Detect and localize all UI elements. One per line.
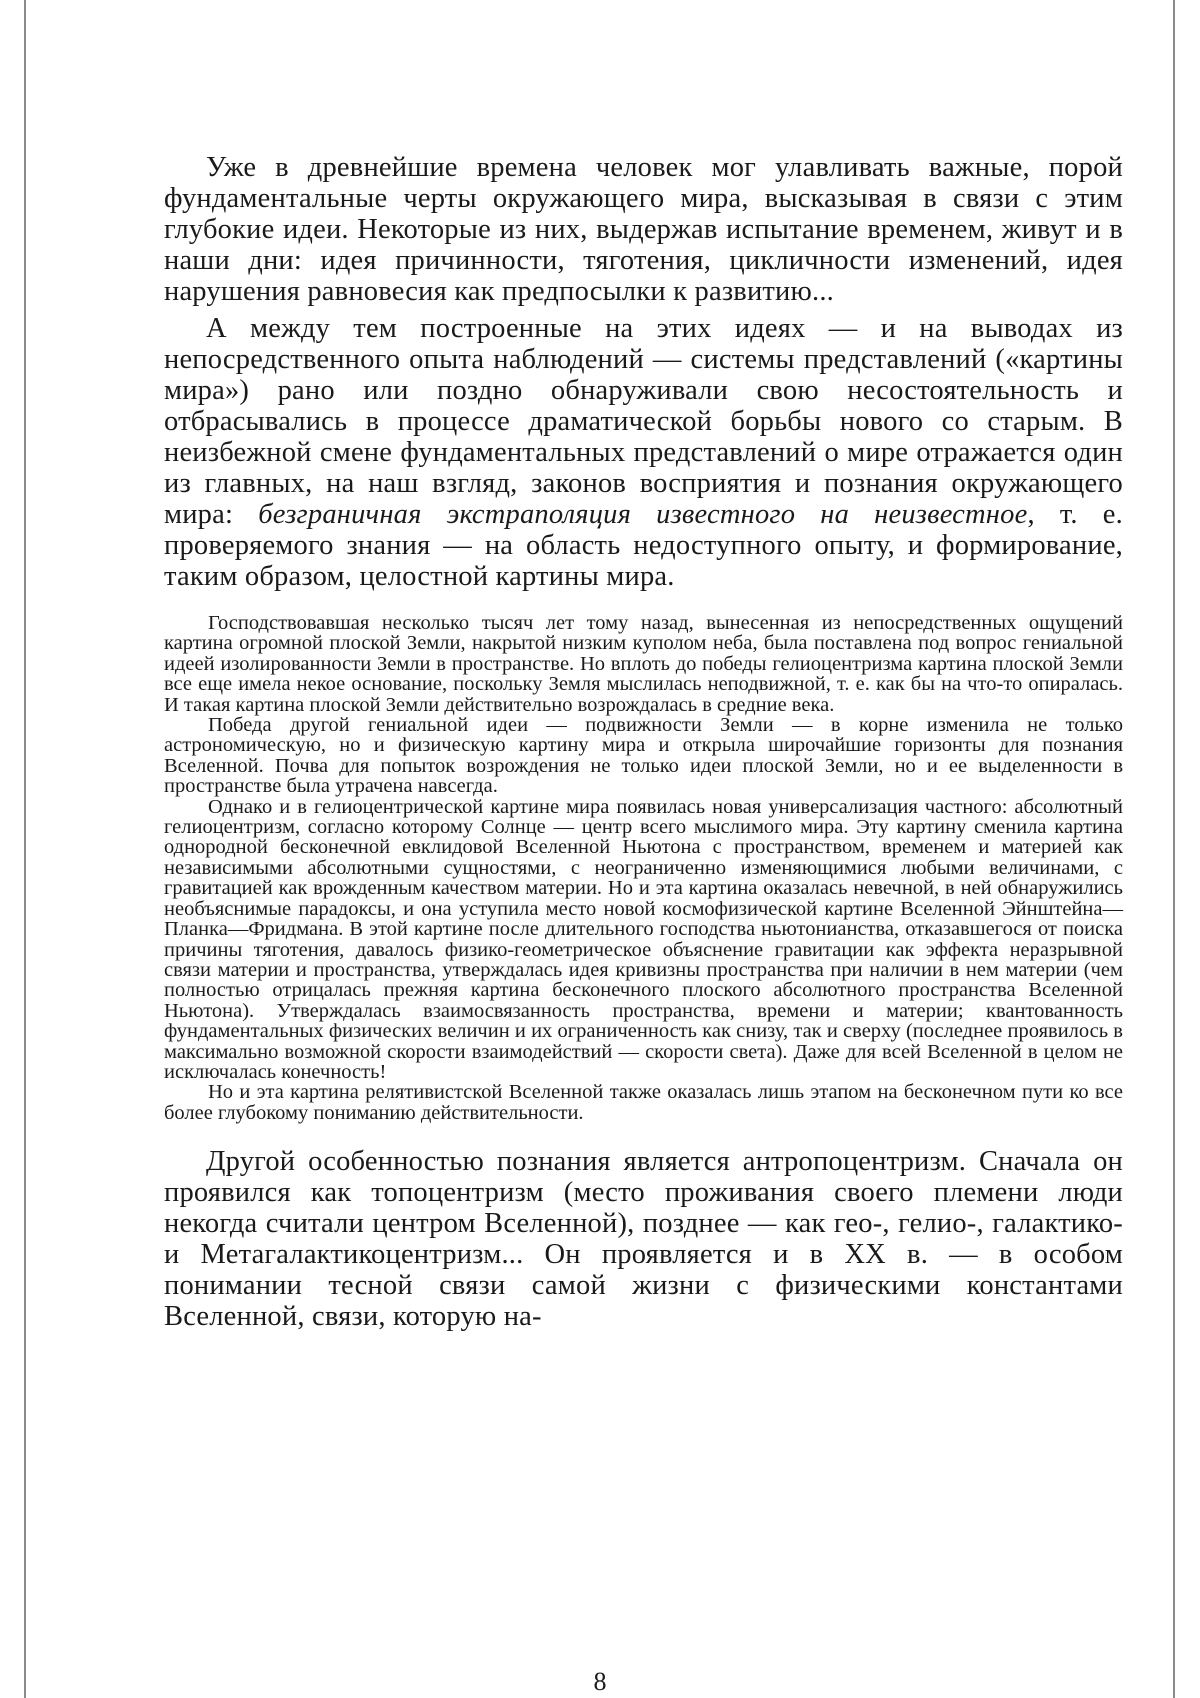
small-paragraph-relativistic: Но и эта картина релятивистской Вселенной также оказалась лишь этапом на бесконечном пути ко все более глубокому пониманию действительности. bbox=[164, 1081, 1123, 1124]
small-paragraph-earth-mobility: Победа другой гениальной идеи — подвижности Земли — в корне изменила не только астрономическую, но и физическую картину мира и открыла широчайшие горизонты для познания Вселенной. Почва для попыток возрождения не только идеи плоской Земли, но и ее выделенности в пространстве была утрачена навсегда. bbox=[164, 714, 1123, 798]
small-paragraph-heliocentrism: Однако и в гелиоцентрической картине мира появилась новая универсализация частного: абсолютный гелиоцентризм, согласно которому Солнце — центр всего мыслимого мира. Эту картину сменила картина однородной бесконечной евклидовой Вселенной Ньютона с пространством, временем и материей как независимыми абсолютными сущностями, с неограниченно изменяющимися любыми величинами, с гравитацией как врожденным качеством материи. Но и эта картина оказалась невечной, в ней обнаружились необъяснимые парадоксы, и она уступила место новой космофизической картине Вселенной Эйнштейна—Планка—Фридмана. В этой картине после длительного господства ньютонианства, отказавшегося от поиска причины тяготения, давалось физико-геометрическое объяснение гравитации как эффекта неразрывной связи материи и пространства, утверждалась идея кривизны пространства при наличии в нем материи (чем полностью отрицалась прежняя картина бесконечного плоского абсолютного пространства Вселенной Ньютона). Утверждалась взаимосвязанность пространства, времени и материи; квантованность фундаментальных физических величин и их ограниченность как снизу, так и сверху (последнее проявилось в максимально возможной скорости взаимодействий — скорости света). Даже для всей Вселенной в целом не исключалась конечность! bbox=[164, 795, 1123, 1083]
page-edge-left bbox=[24, 0, 26, 1698]
paragraph-ancient-ideas: Уже в древнейшие времена человек мог улавливать важные, порой фундаментальные черты окружающего мира, высказывая в связи с этим глубокие идеи. Некоторые из них, выдержав испытание временем, живут и в наши дни: идея причинности, тяготения, цикличности изменений, идея нарушения равновесия как предпосылки к развитию... bbox=[164, 152, 1123, 307]
paragraph-world-pictures-end: , т. е. проверяемого знания — на область недоступного опыту, и формирование, таким образом, целостной картины мира. bbox=[164, 499, 1123, 592]
paragraph-anthropocentrism: Другой особенностью познания является антропоцентризм. Сначала он проявился как топоцентризм (место проживания своего племени люди некогда считали центром Вселенной), позднее — как гео-, гелио-, галактико- и Метагалактикоцентризм... Он проявляется и в XX в. — в особом понимании тесной связи самой жизни с физическими константами Вселенной, связи, которую на- bbox=[164, 1146, 1123, 1333]
document-page bbox=[164, 152, 1123, 1332]
emphasized-extrapolation: безграничная экстраполяция известного на неизвестное bbox=[258, 499, 1028, 530]
paragraph-world-pictures-text: А между тем построенные на этих идеях — и на выводах из непосредственного опыта наблюдений — системы представлений («картины мира») рано или поздно обнаруживали свою несостоятельность и отбрасывались в процессе драматической борьбы нового со старым. В неизбежной смене фундаментальных представлений о мире отражается один из главных, на наш взгляд, законов восприятия и познания окружающего мира: bbox=[164, 313, 1123, 530]
small-paragraph-flat-earth: Господствовавшая несколько тысяч лет тому назад, вынесенная из непосредственных ощущений картина огромной плоской Земли, накрытой низким куполом неба, была поставлена под вопрос гениальной идеей изолированности Земли в пространстве. Но вплоть до победы гелиоцентризма картина плоской Земли все еще имела некое основание, поскольку Земля мыслилась неподвижной, т. е. как бы на что-то опиралась. И такая картина плоской Земли действительно возрождалась в средние века. bbox=[164, 612, 1123, 716]
page-edge-right bbox=[1173, 0, 1175, 1698]
paragraph-world-pictures bbox=[164, 313, 1123, 592]
page-number: 8 bbox=[593, 1667, 607, 1696]
small-print-block bbox=[164, 613, 1123, 1123]
